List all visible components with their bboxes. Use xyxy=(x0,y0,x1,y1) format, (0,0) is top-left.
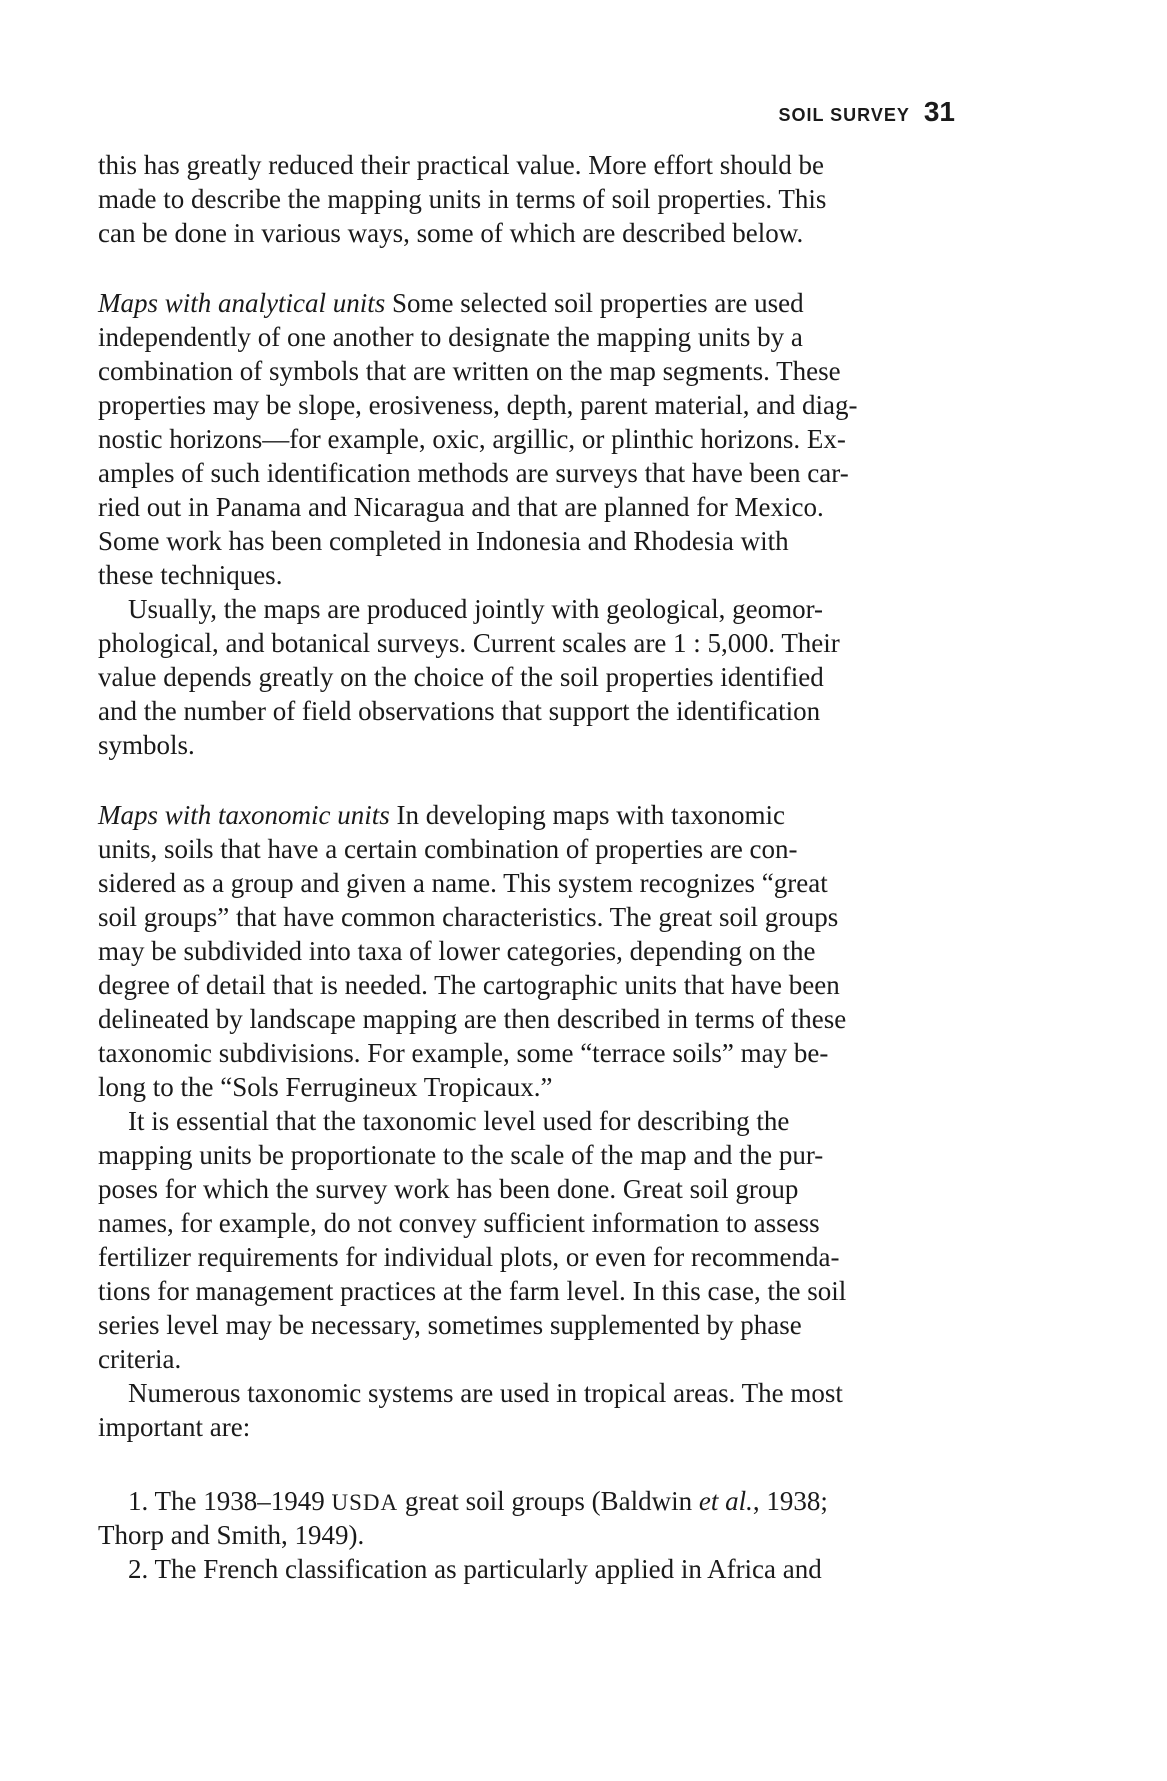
text-line: can be done in various ways, some of which are described below. xyxy=(98,218,804,248)
paragraph-spacer xyxy=(98,1444,958,1484)
text-line: and the number of field observations that support the identification xyxy=(98,696,821,726)
text-line: combination of symbols that are written on the map segments. These xyxy=(98,356,841,386)
section-heading-analytical: Maps with analytical units xyxy=(98,288,386,318)
text-line: Thorp and Smith, 1949). xyxy=(98,1520,365,1550)
paragraph-spacer xyxy=(98,762,958,798)
paragraph-usually xyxy=(98,592,958,762)
text-line: sidered as a group and given a name. This system recognizes “great xyxy=(98,868,828,898)
text-line: taxonomic subdivisions. For example, some “terrace soils” may be- xyxy=(98,1038,829,1068)
text-line xyxy=(98,798,958,832)
text-run: 1. The 1938–1949 xyxy=(128,1486,332,1516)
paragraph-essential xyxy=(98,1104,958,1376)
text-line: degree of detail that is needed. The cartographic units that have been xyxy=(98,970,840,1000)
text-line: Usually, the maps are produced jointly with geological, geomor- xyxy=(128,594,824,624)
text-line: series level may be necessary, sometimes supplemented by phase xyxy=(98,1310,802,1340)
paragraph-spacer xyxy=(98,250,958,286)
text-line: fertilizer requirements for individual plots, or even for recommenda- xyxy=(98,1242,840,1272)
text-line: this has greatly reduced their practical value. More effort should be xyxy=(98,150,824,180)
text-line: Some work has been completed in Indonesia and Rhodesia with xyxy=(98,526,789,556)
list-item xyxy=(98,1552,958,1586)
text-line xyxy=(98,1484,958,1518)
text-line: amples of such identification methods are surveys that have been car- xyxy=(98,458,849,488)
text-line: nostic horizons—for example, oxic, argillic, or plinthic horizons. Ex- xyxy=(98,424,846,454)
text-line: delineated by landscape mapping are then described in terms of these xyxy=(98,1004,847,1034)
section-taxonomic-units xyxy=(98,798,958,1104)
text-line: may be subdivided into taxa of lower categories, depending on the xyxy=(98,936,816,966)
section-analytical-units xyxy=(98,286,958,592)
text-line: properties may be slope, erosiveness, depth, parent material, and diag- xyxy=(98,390,858,420)
text-run-italic: et al. xyxy=(698,1486,753,1516)
text-line: soil groups” that have common characteristics. The great soil groups xyxy=(98,902,839,932)
page-number: 31 xyxy=(923,96,955,127)
text-line: mapping units be proportionate to the scale of the map and the pur- xyxy=(98,1140,824,1170)
text-line: important are: xyxy=(98,1412,251,1442)
section-heading-taxonomic: Maps with taxonomic units xyxy=(98,800,390,830)
list-item xyxy=(98,1484,958,1552)
text-line: these techniques. xyxy=(98,560,283,590)
text-line: independently of one another to designate the mapping units by a xyxy=(98,322,803,352)
text-line: tions for management practices at the farm level. In this case, the soil xyxy=(98,1276,847,1306)
paragraph-numerous xyxy=(98,1376,958,1444)
text-line: 2. The French classification as particularly applied in Africa and xyxy=(128,1554,822,1584)
text-run: In developing maps with taxonomic xyxy=(389,800,785,830)
text-line: symbols. xyxy=(98,730,195,760)
running-title: SOIL SURVEY xyxy=(778,105,910,125)
running-head xyxy=(778,96,955,128)
text-run-small-caps: USDA xyxy=(331,1490,399,1515)
text-line: long to the “Sols Ferrugineux Tropicaux.” xyxy=(98,1072,553,1102)
text-line: names, for example, do not convey sufficient information to assess xyxy=(98,1208,820,1238)
text-line: poses for which the survey work has been done. Great soil group xyxy=(98,1174,799,1204)
text-line: units, soils that have a certain combination of properties are con- xyxy=(98,834,798,864)
text-line: Numerous taxonomic systems are used in tropical areas. The most xyxy=(128,1378,843,1408)
numbered-list xyxy=(98,1484,958,1586)
text-run: Some selected soil properties are used xyxy=(385,288,804,318)
paragraph-intro xyxy=(98,148,958,250)
text-line: ried out in Panama and Nicaragua and that are planned for Mexico. xyxy=(98,492,824,522)
body-text xyxy=(98,148,958,1586)
text-run: , 1938; xyxy=(752,1486,828,1516)
text-line: phological, and botanical surveys. Current scales are 1 : 5,000. Their xyxy=(98,628,840,658)
text-line: criteria. xyxy=(98,1344,182,1374)
text-run: great soil groups (Baldwin xyxy=(398,1486,699,1516)
text-line: made to describe the mapping units in terms of soil properties. This xyxy=(98,184,827,214)
text-line: value depends greatly on the choice of the soil properties identified xyxy=(98,662,824,692)
text-line: It is essential that the taxonomic level used for describing the xyxy=(128,1106,790,1136)
text-line xyxy=(98,286,958,320)
